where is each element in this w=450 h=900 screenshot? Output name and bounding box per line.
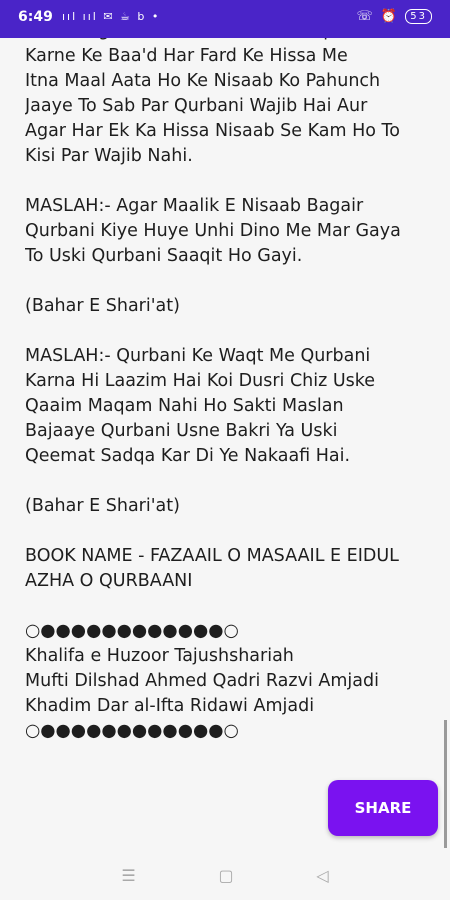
alarm-call-icons: ☏ ⏰ xyxy=(356,9,400,24)
home-icon[interactable]: ▢ xyxy=(218,865,234,885)
book-name: BOOK NAME - FAZAAIL O MASAAIL E EIDUL AZHA O QURBAANI xyxy=(25,546,399,591)
status-right-icons xyxy=(357,9,432,24)
share-button[interactable]: SHARE xyxy=(328,780,438,836)
signal-icons: ııl ııl ✉ ☕ b • xyxy=(62,10,161,23)
author-credits: ○●●●●●●●●●●●●○ Khalifa e Huzoor Tajushshariah Mufti Dilshad Ahmed Qadri Razvi Amjadi Khadim Dar al-Ifta Ridawi Amjadi ○●●●●●●●●●●●●○ xyxy=(25,621,379,739)
status-bar xyxy=(0,0,450,38)
reference-2: (Bahar E Shari'at) xyxy=(25,496,180,516)
paragraph-wajib: Karne Ke Baa'd Har Fard Ke Hissa Me Itna Maal Aata Ho Ke Nisaab Ko Pahunch Jaaye To Sab Par Qurbani Wajib Hai Aur Agar Har Ek Ka Hissa Nisaab Se Kam Ho To Kisi Par Wajib Nahi. xyxy=(25,46,400,166)
paragraph-maslah-2: MASLAH:- Qurbani Ke Waqt Me Qurbani Karna Hi Laazim Hai Koi Dusri Chiz Uske Qaaim Maqam Nahi Ho Sakti Maslan Bajaaye Qurbani Usne Bakri Ya Uski Qeemat Sadqa Kar Di Ye Nakaafi Hai. xyxy=(25,346,376,466)
recents-icon[interactable]: ☰ xyxy=(121,865,136,885)
back-icon[interactable]: ◁ xyxy=(316,865,329,885)
paragraph-maslah-1: MASLAH:- Agar Maalik E Nisaab Bagair Qurbani Kiye Huye Unhi Dino Me Mar Gaya To Uski Qurbani Saaqit Ho Gayi. xyxy=(25,196,401,266)
battery-icon: 53 xyxy=(405,9,432,24)
scrollbar-thumb[interactable] xyxy=(444,720,447,848)
status-time: 6:49 xyxy=(18,9,53,25)
reference-1: (Bahar E Shari'at) xyxy=(25,296,180,316)
article-text[interactable] xyxy=(25,19,425,739)
navigation-bar xyxy=(0,850,450,900)
